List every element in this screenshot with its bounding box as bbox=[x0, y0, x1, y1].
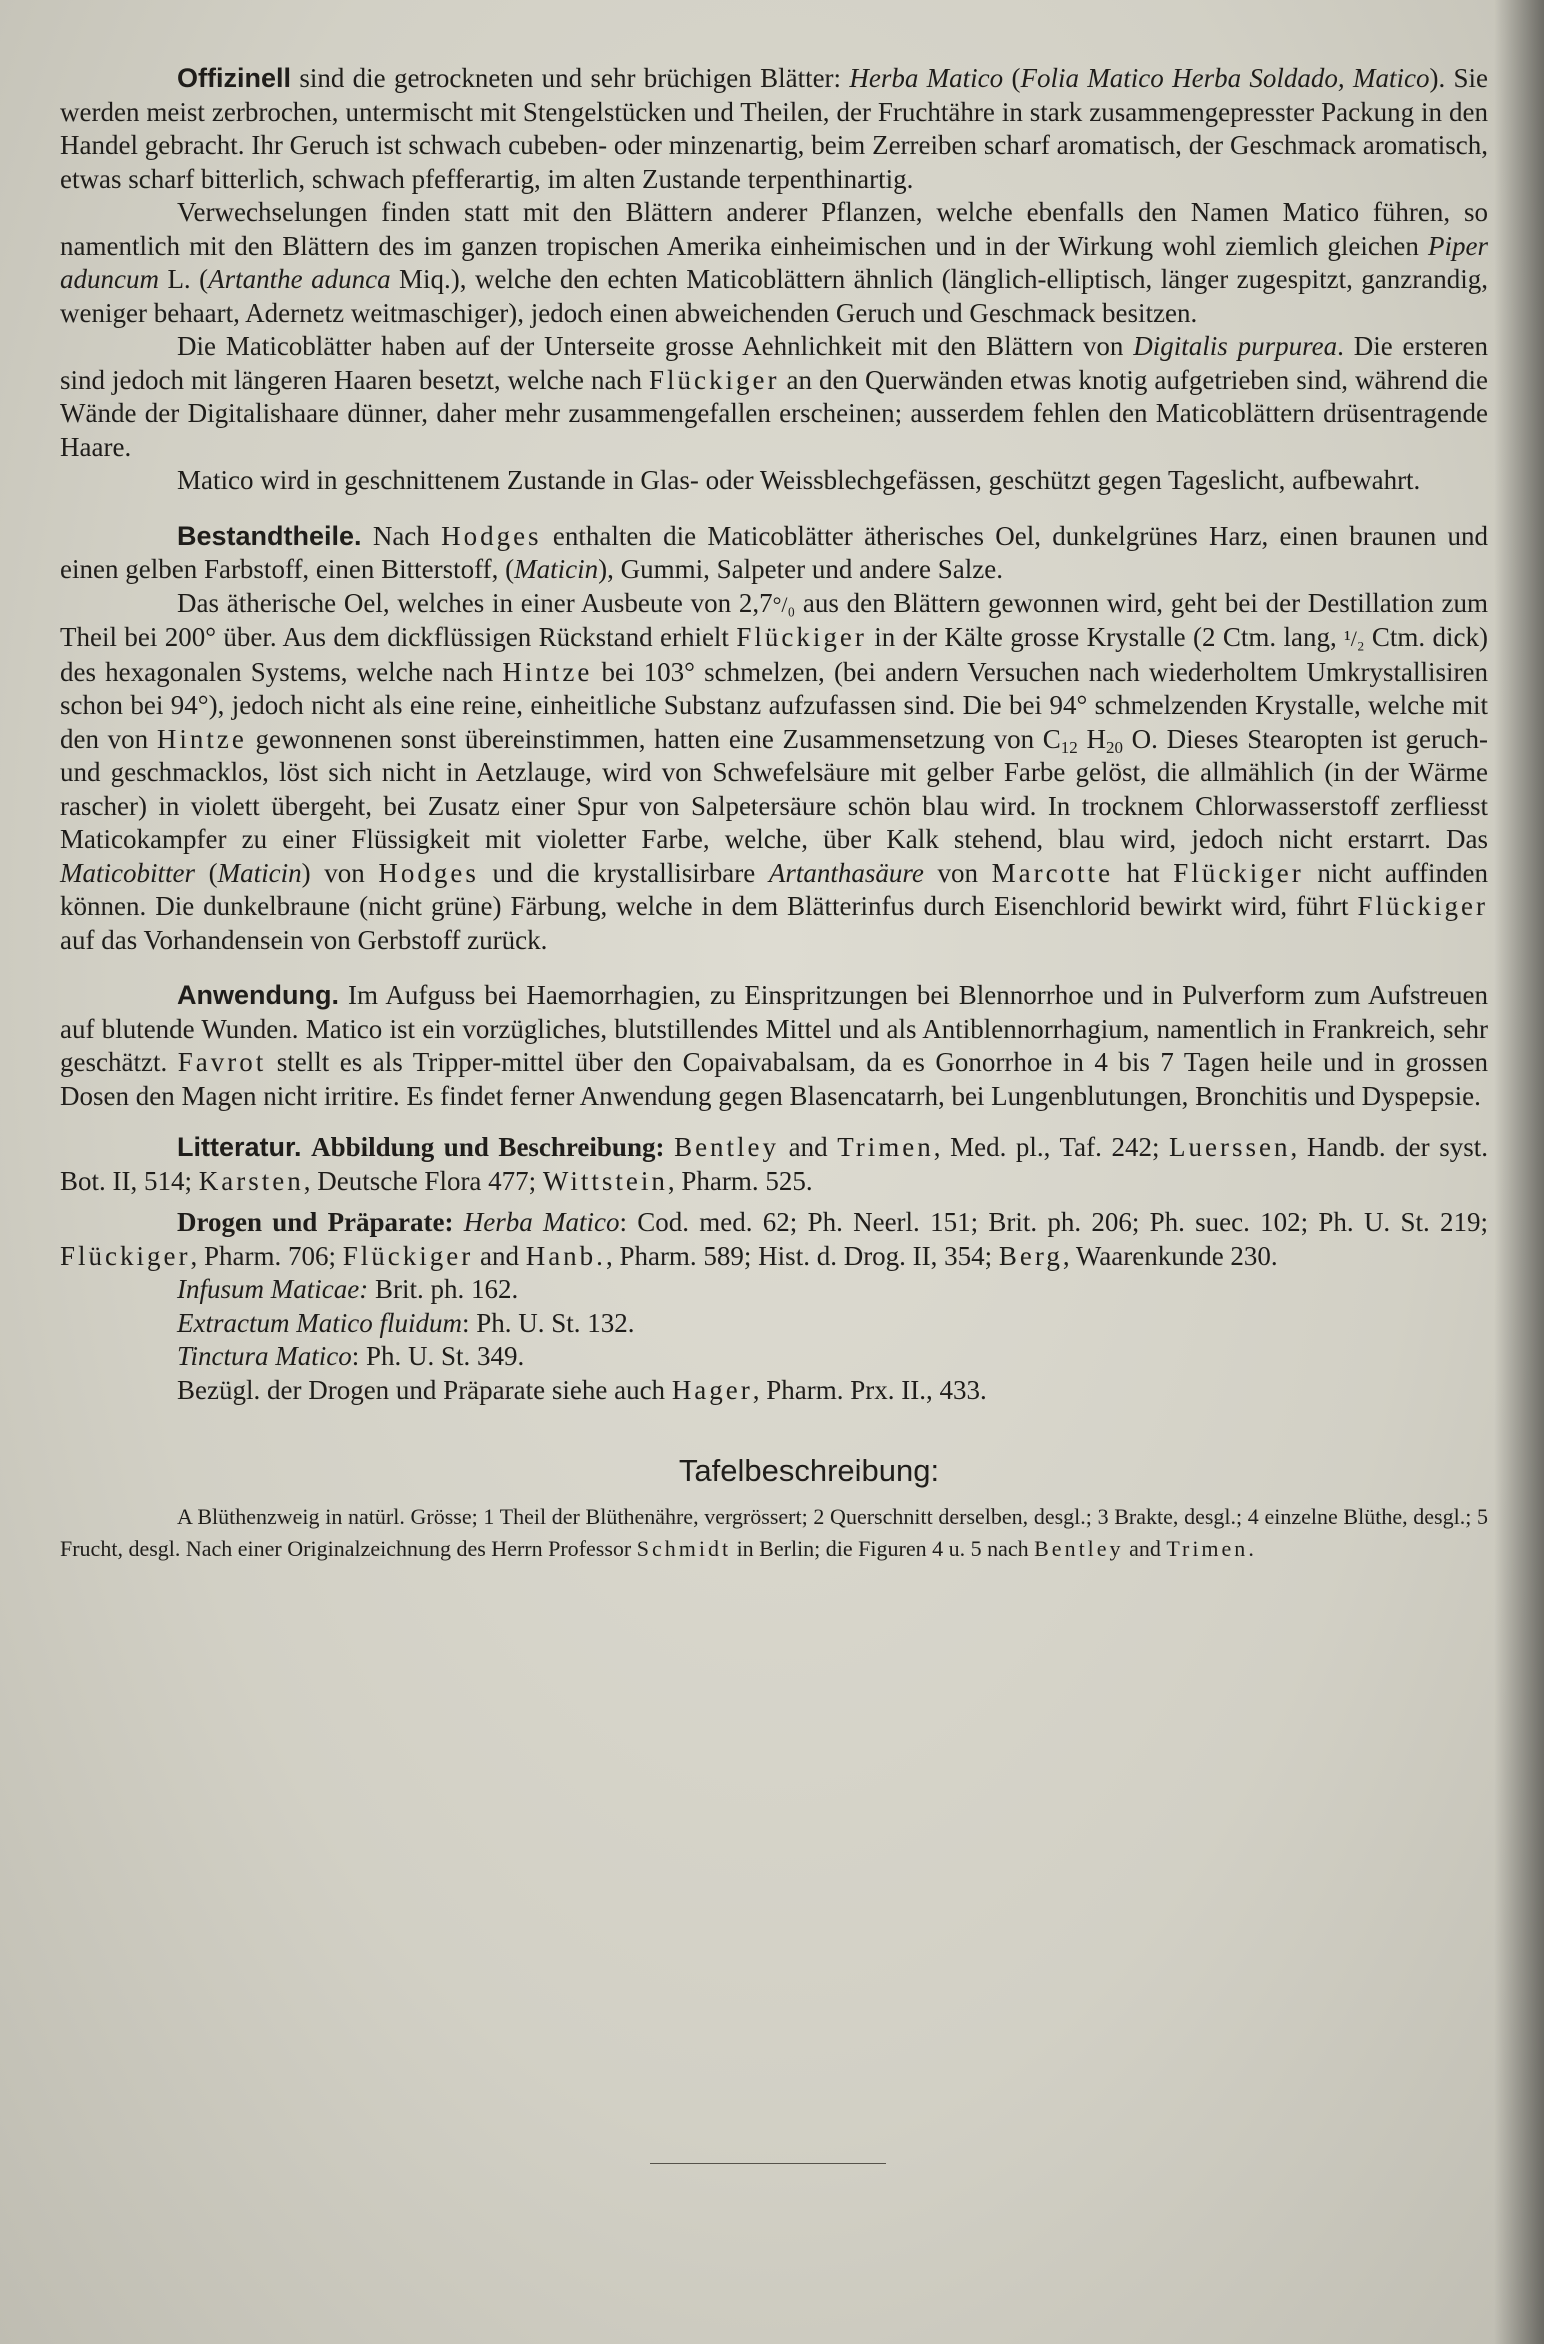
subscript: 12 bbox=[1060, 737, 1078, 757]
text: : Ph. U. St. 132. bbox=[461, 1307, 635, 1338]
text: , Deutsche Flora 477; bbox=[303, 1165, 543, 1196]
text: Brit. ph. 162. bbox=[368, 1274, 519, 1304]
text: stellt es als Tripper-mittel über den Copaivabalsam, da es Gonorrhoe in 4 bis 7 Tagen heile und in grossen Dosen den Magen nicht irritire. Es findet ferner Anwendung gegen Blasencatarrh, bei Lungenblutungen, Bronchitis und Dyspepsie. bbox=[60, 1047, 1488, 1111]
preparation-extractum bbox=[60, 1307, 1488, 1341]
text: bei 103° schmelzen, (bei andern Versuchen nach wiederholtem Umkrystallisiren schon bei 94°), jedoch nicht als eine reine, einheitliche Substanz aufzufassen sind. Die bei 94° schmelzenden Krystalle, welche mit den von bbox=[60, 656, 1488, 754]
text: , Waarenkunde 230. bbox=[1062, 1240, 1278, 1271]
paragraph-aufbewahrung: Matico wird in geschnittenem Zustande in Glas- oder Weissblechgefässen, geschützt gegen Tageslicht, aufbewahrt. bbox=[177, 465, 1421, 495]
italic-term: Folia Matico Herba Soldado, Matico bbox=[1020, 63, 1430, 93]
italic-term: Piper aduncum bbox=[60, 230, 1488, 294]
preparation-reference bbox=[60, 1374, 1488, 1408]
paragraph-digitalis bbox=[60, 330, 1488, 464]
paragraph-drogen bbox=[60, 1206, 1488, 1273]
author-name: Flückiger bbox=[342, 1240, 474, 1271]
italic-term: Tinctura Matico bbox=[177, 1341, 352, 1371]
text: ( bbox=[194, 857, 218, 888]
author-name: Schmidt bbox=[636, 1536, 732, 1561]
paragraph-tafel bbox=[60, 1501, 1488, 1565]
author-name: Bentley bbox=[674, 1132, 780, 1162]
text: hat bbox=[1113, 857, 1174, 888]
italic-term: Infusum Maticae: bbox=[177, 1274, 369, 1304]
text: Im Aufguss bei Haemorrhagien, zu Einspritzungen bei Blennorrhoe und in Pulverform zum Aufstreuen auf blutende Wunden. Matico ist ein vorzügliches, blutstillendes Mittel und als Antiblennorrhagium, namentlich in Frankreich, sehr geschätzt. bbox=[60, 980, 1488, 1077]
author-name: Hager bbox=[671, 1374, 753, 1405]
text: Bezügl. der Drogen und Präparate siehe auch bbox=[177, 1374, 672, 1405]
author-name: Trimen bbox=[1166, 1536, 1249, 1561]
text: : Ph. U. St. 349. bbox=[351, 1341, 525, 1371]
text: and bbox=[779, 1132, 838, 1162]
text: , Handb. der syst. Bot. II, 514; bbox=[60, 1132, 1489, 1196]
author-name: Flückiger bbox=[1357, 891, 1488, 921]
author-name: Karsten bbox=[198, 1165, 304, 1196]
italic-term: Digitalis purpurea bbox=[1133, 331, 1338, 361]
author-name: Wittstein bbox=[542, 1165, 668, 1196]
italic-term: Extractum Matico fluidum bbox=[177, 1307, 462, 1338]
text: Nach bbox=[361, 520, 442, 551]
paragraph-litteratur bbox=[60, 1131, 1488, 1198]
heading-bestandtheile: Bestandtheile. bbox=[177, 520, 362, 551]
text: O. Dieses Stearopten ist geruch- und geschmacklos, löst sich nicht in Aetzlauge, wird von Schwefelsäure mit gelber Farbe gelöst, die allmählich (in der Wärme rascher) in violett übergeht, bei Zusatz einer Spur von Salpetersäure schön blau wird. In trocknem Chlorwasserstoff zerfliesst Maticokampfer zu einer Flüssigkeit mit violetter Farbe, welche, über Kalk stehend, blau wird, jedoch nicht erstarrt. Das bbox=[60, 723, 1489, 854]
italic-term: Maticin bbox=[514, 554, 599, 584]
text: , Pharm. 525. bbox=[667, 1165, 813, 1196]
preparation-infusum bbox=[60, 1273, 1488, 1307]
author-name: Flückiger bbox=[1173, 857, 1304, 888]
text: in der Kälte grosse Krystalle (2 Ctm. lang, bbox=[866, 622, 1345, 652]
paragraph-anwendung bbox=[60, 979, 1488, 1113]
author-name: Hodges bbox=[441, 520, 542, 551]
text: aus den Blättern gewonnen wird, geht bei der Destillation zum Theil bei 200° über. Aus dem dickflüssigen Rückstand erhielt bbox=[60, 587, 1488, 652]
text: sind die getrockneten und sehr brüchigen Blätter: bbox=[291, 63, 850, 93]
text: enthalten die Maticoblätter ätherisches Oel, dunkelgrünes Harz, einen braunen und einen gelben Farbstoff, einen Bitterstoff, ( bbox=[60, 520, 1489, 584]
fraction: ¹/₂ bbox=[1344, 626, 1365, 651]
text: , Pharm. 589; Hist. d. Drog. II, 354; bbox=[605, 1240, 999, 1271]
text: : Cod. med. 62; Ph. Neerl. 151; Brit. ph. 206; Ph. suec. 102; Ph. U. St. 219; bbox=[619, 1207, 1488, 1237]
paragraph-verwechselungen bbox=[60, 196, 1488, 330]
paragraph-oel bbox=[60, 587, 1488, 958]
text: gewonnenen sonst übereinstimmen, hatten eine Zusammensetzung von C bbox=[246, 723, 1061, 754]
text: und die krystallisirbare bbox=[478, 857, 769, 888]
text: Ctm. dick) des hexagonalen Systems, welche nach bbox=[60, 622, 1488, 687]
text: ( bbox=[1003, 63, 1021, 93]
paragraph-offizinell bbox=[60, 62, 1488, 196]
author-name: Bentley bbox=[1034, 1536, 1124, 1561]
text: ). Sie werden meist zerbrochen, untermischt mit Stengelstücken und Theilen, der Fruchtähre in stark zusammengepresster Packung in den Handel gebracht. Ihr Geruch ist schwach cubeben- oder minzenartig, beim Zerreiben scharf aromatisch, der Geschmack aromatisch, etwas scharf bitterlich, schwach pfefferartig, im alten Zustande terpenthinartig. bbox=[60, 63, 1489, 194]
text: and bbox=[1123, 1536, 1167, 1561]
author-name: Hodges bbox=[378, 857, 479, 888]
heading-litteratur: Litteratur. bbox=[177, 1132, 302, 1162]
text: nicht auffinden können. Die dunkelbraune (nicht grüne) Färbung, welche in dem Blätterinfus durch Eisenchlorid bewirkt wird, führt bbox=[60, 857, 1488, 921]
italic-term: Artanthe adunca bbox=[208, 264, 391, 294]
author-name: Flückiger bbox=[736, 622, 867, 652]
text: an den Querwänden etwas knotig aufgetrieben sind, während die Wände der Digitalishaare dünner, daher mehr zusammengefallen erscheinen; ausserdem fehlen den Maticoblättern drüsentragende Haare. bbox=[60, 364, 1488, 462]
text: H bbox=[1077, 723, 1106, 754]
author-name: Hanb. bbox=[525, 1240, 606, 1271]
preparation-tinctura bbox=[60, 1340, 1488, 1374]
heading-anwendung: Anwendung. bbox=[177, 980, 339, 1010]
author-name: Hintze bbox=[502, 656, 593, 687]
text: Das ätherische Oel, welches in einer Ausbeute von 2,7 bbox=[177, 587, 773, 618]
paragraph-bestandtheile bbox=[60, 520, 1488, 587]
author-name: Berg bbox=[998, 1240, 1063, 1271]
tafel-title: Tafelbeschreibung: bbox=[678, 1453, 940, 1488]
text: auf das Vorhandensein von Gerbstoff zurück. bbox=[60, 924, 548, 955]
author-name: Flückiger bbox=[60, 1240, 191, 1271]
text: . Die ersteren sind jedoch mit längeren Haaren besetzt, welche nach bbox=[60, 331, 1488, 395]
author-name: Favrot bbox=[177, 1047, 267, 1077]
text: and bbox=[473, 1240, 526, 1271]
italic-term: Maticobitter bbox=[60, 857, 195, 888]
italic-term: Herba Matico bbox=[849, 63, 1004, 93]
author-name: Luerssen bbox=[1169, 1132, 1291, 1162]
subscript: 20 bbox=[1105, 737, 1123, 757]
text: Miq.), welche den echten Maticoblättern ähnlich (länglich-elliptisch, länger zugespitzt, ganzrandig, weniger behaart, Adernetz weitmaschiger), jedoch einen abweichenden Geruch und Geschmack besitzen. bbox=[60, 264, 1489, 328]
text: A Blüthenzweig in natürl. Grösse; 1 Theil der Blüthenähre, vergrössert; 2 Querschnitt derselben, desgl.; 3 Brakte, desgl.; 4 einzelne Blüthe, desgl.; 5 Frucht, desgl. Nach einer Originalzeichnung des Herrn Professor bbox=[60, 1504, 1488, 1561]
text: ), Gummi, Salpeter und andere Salze. bbox=[598, 554, 1003, 584]
italic-term: Maticin bbox=[217, 857, 302, 888]
text: , Pharm. 706; bbox=[190, 1240, 343, 1271]
italic-term: Artanthasäure bbox=[768, 857, 924, 888]
text: . bbox=[1248, 1536, 1254, 1561]
author-name: Marcotte bbox=[991, 857, 1114, 888]
heading-abbildung: Abbildung und Beschreibung: bbox=[311, 1132, 665, 1162]
italic-term: Herba Matico bbox=[463, 1207, 620, 1237]
percent-sign: °/₀ bbox=[772, 591, 796, 617]
text: ) von bbox=[301, 857, 379, 888]
text: von bbox=[923, 857, 992, 888]
text: L. ( bbox=[158, 264, 209, 294]
author-name: Flückiger bbox=[649, 364, 780, 395]
closing-rule bbox=[650, 2163, 886, 2164]
author-name: Hintze bbox=[156, 723, 247, 754]
text: Die Maticoblätter haben auf der Unterseite grosse Aehnlichkeit mit den Blättern von bbox=[177, 331, 1134, 361]
text: , Med. pl., Taf. 242; bbox=[933, 1132, 1170, 1162]
heading-drogen: Drogen und Präparate: bbox=[177, 1207, 454, 1237]
text: , Pharm. Prx. II., 433. bbox=[752, 1374, 987, 1405]
heading-offizinell: Offizinell bbox=[177, 63, 291, 93]
author-name: Trimen bbox=[837, 1132, 934, 1162]
text: in Berlin; die Figuren 4 u. 5 nach bbox=[731, 1536, 1035, 1561]
text: Verwechselungen finden statt mit den Blättern anderer Pflanzen, welche ebenfalls den Namen Matico führen, so namentlich mit den Blättern des im ganzen tropischen Amerika einheimischen und in der Wirkung wohl ziemlich gleichen bbox=[60, 197, 1488, 261]
